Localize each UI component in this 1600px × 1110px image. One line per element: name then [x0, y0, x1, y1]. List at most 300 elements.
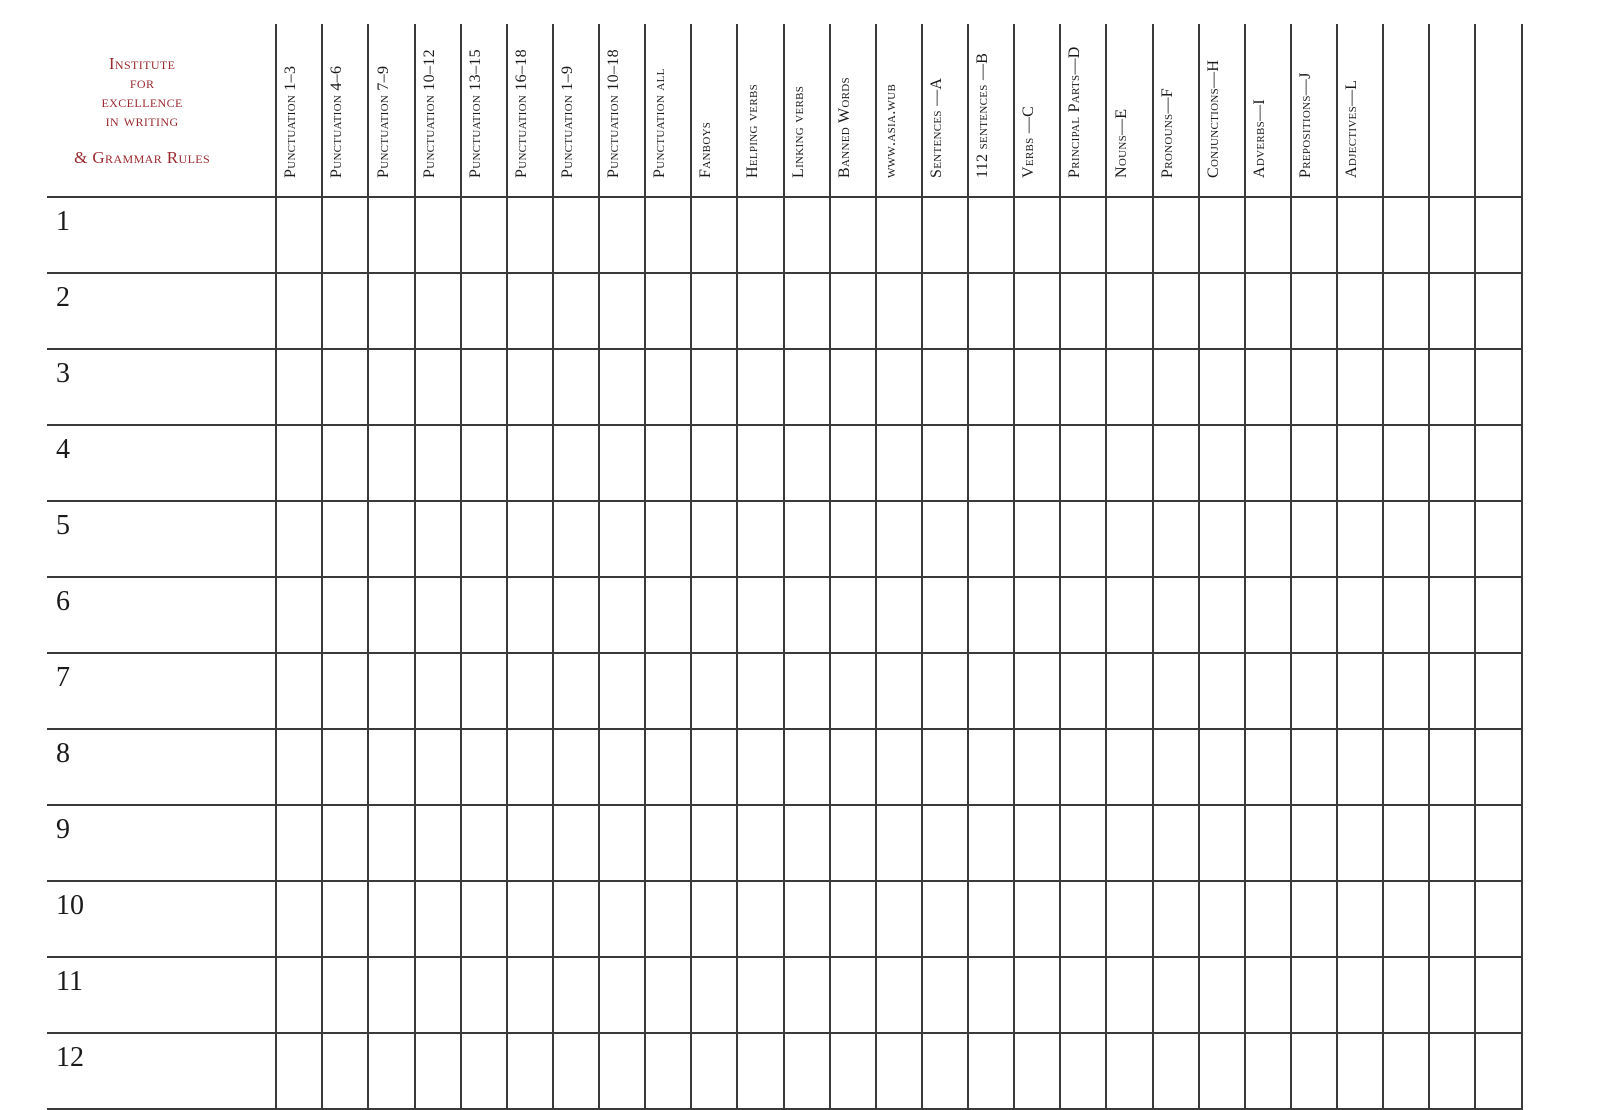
- check-cell[interactable]: [1291, 577, 1337, 653]
- check-cell[interactable]: [507, 501, 553, 577]
- check-cell[interactable]: [737, 501, 783, 577]
- check-cell[interactable]: [507, 653, 553, 729]
- check-cell[interactable]: [1060, 881, 1106, 957]
- check-cell[interactable]: [1337, 729, 1383, 805]
- check-cell[interactable]: [1199, 805, 1245, 881]
- check-cell[interactable]: [1291, 425, 1337, 501]
- check-cell[interactable]: [461, 197, 507, 273]
- check-cell[interactable]: [1245, 881, 1291, 957]
- check-cell[interactable]: [1199, 957, 1245, 1033]
- check-cell[interactable]: [322, 577, 368, 653]
- check-cell[interactable]: [645, 729, 691, 805]
- check-cell[interactable]: [553, 1033, 599, 1109]
- check-cell[interactable]: [968, 881, 1014, 957]
- check-cell[interactable]: [645, 501, 691, 577]
- check-cell[interactable]: [1291, 501, 1337, 577]
- check-cell[interactable]: [691, 957, 737, 1033]
- check-cell[interactable]: [599, 805, 645, 881]
- check-cell[interactable]: [1153, 501, 1199, 577]
- check-cell[interactable]: [322, 957, 368, 1033]
- check-cell[interactable]: [553, 881, 599, 957]
- check-cell[interactable]: [276, 425, 322, 501]
- check-cell[interactable]: [645, 1033, 691, 1109]
- check-cell[interactable]: [415, 1033, 461, 1109]
- check-cell[interactable]: [368, 1033, 414, 1109]
- check-cell[interactable]: [507, 577, 553, 653]
- check-cell[interactable]: [368, 197, 414, 273]
- check-cell[interactable]: [876, 653, 922, 729]
- check-cell[interactable]: [922, 501, 968, 577]
- check-cell[interactable]: [553, 197, 599, 273]
- check-cell[interactable]: [599, 425, 645, 501]
- check-cell[interactable]: [322, 273, 368, 349]
- check-cell[interactable]: [1106, 425, 1152, 501]
- check-cell[interactable]: [322, 653, 368, 729]
- check-cell[interactable]: [507, 273, 553, 349]
- check-cell[interactable]: [507, 805, 553, 881]
- check-cell[interactable]: [368, 425, 414, 501]
- check-cell[interactable]: [553, 501, 599, 577]
- check-cell[interactable]: [968, 349, 1014, 425]
- check-cell[interactable]: [1291, 1033, 1337, 1109]
- check-cell[interactable]: [1245, 349, 1291, 425]
- check-cell[interactable]: [461, 501, 507, 577]
- check-cell[interactable]: [1245, 273, 1291, 349]
- check-cell[interactable]: [1429, 805, 1475, 881]
- check-cell[interactable]: [1014, 577, 1060, 653]
- check-cell[interactable]: [368, 729, 414, 805]
- check-cell[interactable]: [968, 273, 1014, 349]
- check-cell[interactable]: [876, 957, 922, 1033]
- check-cell[interactable]: [645, 805, 691, 881]
- check-cell[interactable]: [461, 273, 507, 349]
- check-cell[interactable]: [691, 425, 737, 501]
- check-cell[interactable]: [322, 881, 368, 957]
- check-cell[interactable]: [876, 273, 922, 349]
- check-cell[interactable]: [1383, 653, 1429, 729]
- check-cell[interactable]: [1337, 577, 1383, 653]
- check-cell[interactable]: [368, 957, 414, 1033]
- check-cell[interactable]: [1014, 425, 1060, 501]
- check-cell[interactable]: [1014, 349, 1060, 425]
- check-cell[interactable]: [553, 805, 599, 881]
- check-cell[interactable]: [599, 197, 645, 273]
- check-cell[interactable]: [645, 273, 691, 349]
- check-cell[interactable]: [461, 577, 507, 653]
- check-cell[interactable]: [876, 1033, 922, 1109]
- check-cell[interactable]: [968, 805, 1014, 881]
- check-cell[interactable]: [1475, 957, 1522, 1033]
- check-cell[interactable]: [599, 957, 645, 1033]
- check-cell[interactable]: [461, 881, 507, 957]
- check-cell[interactable]: [876, 197, 922, 273]
- check-cell[interactable]: [322, 349, 368, 425]
- check-cell[interactable]: [1153, 425, 1199, 501]
- check-cell[interactable]: [737, 1033, 783, 1109]
- check-cell[interactable]: [415, 729, 461, 805]
- check-cell[interactable]: [1291, 653, 1337, 729]
- check-cell[interactable]: [1014, 273, 1060, 349]
- check-cell[interactable]: [1060, 805, 1106, 881]
- check-cell[interactable]: [1153, 805, 1199, 881]
- check-cell[interactable]: [922, 197, 968, 273]
- check-cell[interactable]: [830, 501, 876, 577]
- check-cell[interactable]: [645, 957, 691, 1033]
- check-cell[interactable]: [1014, 957, 1060, 1033]
- check-cell[interactable]: [1014, 881, 1060, 957]
- check-cell[interactable]: [691, 273, 737, 349]
- check-cell[interactable]: [968, 1033, 1014, 1109]
- check-cell[interactable]: [784, 501, 830, 577]
- check-cell[interactable]: [1429, 425, 1475, 501]
- check-cell[interactable]: [599, 881, 645, 957]
- check-cell[interactable]: [1153, 577, 1199, 653]
- check-cell[interactable]: [276, 957, 322, 1033]
- check-cell[interactable]: [1106, 881, 1152, 957]
- check-cell[interactable]: [784, 653, 830, 729]
- check-cell[interactable]: [922, 805, 968, 881]
- check-cell[interactable]: [691, 805, 737, 881]
- check-cell[interactable]: [415, 653, 461, 729]
- check-cell[interactable]: [322, 197, 368, 273]
- check-cell[interactable]: [968, 957, 1014, 1033]
- check-cell[interactable]: [415, 577, 461, 653]
- check-cell[interactable]: [322, 501, 368, 577]
- check-cell[interactable]: [415, 197, 461, 273]
- check-cell[interactable]: [1060, 501, 1106, 577]
- check-cell[interactable]: [276, 577, 322, 653]
- check-cell[interactable]: [691, 501, 737, 577]
- check-cell[interactable]: [1106, 197, 1152, 273]
- check-cell[interactable]: [830, 577, 876, 653]
- check-cell[interactable]: [1014, 729, 1060, 805]
- check-cell[interactable]: [553, 425, 599, 501]
- check-cell[interactable]: [553, 349, 599, 425]
- check-cell[interactable]: [1475, 881, 1522, 957]
- check-cell[interactable]: [830, 349, 876, 425]
- check-cell[interactable]: [276, 881, 322, 957]
- check-cell[interactable]: [1291, 729, 1337, 805]
- check-cell[interactable]: [737, 577, 783, 653]
- check-cell[interactable]: [599, 1033, 645, 1109]
- check-cell[interactable]: [368, 273, 414, 349]
- check-cell[interactable]: [1383, 1033, 1429, 1109]
- check-cell[interactable]: [1153, 197, 1199, 273]
- check-cell[interactable]: [922, 273, 968, 349]
- check-cell[interactable]: [876, 577, 922, 653]
- check-cell[interactable]: [599, 577, 645, 653]
- check-cell[interactable]: [599, 653, 645, 729]
- check-cell[interactable]: [1429, 273, 1475, 349]
- check-cell[interactable]: [922, 425, 968, 501]
- check-cell[interactable]: [322, 425, 368, 501]
- check-cell[interactable]: [1475, 729, 1522, 805]
- check-cell[interactable]: [507, 1033, 553, 1109]
- check-cell[interactable]: [876, 881, 922, 957]
- check-cell[interactable]: [691, 1033, 737, 1109]
- check-cell[interactable]: [1060, 273, 1106, 349]
- check-cell[interactable]: [691, 881, 737, 957]
- check-cell[interactable]: [322, 1033, 368, 1109]
- check-cell[interactable]: [737, 349, 783, 425]
- check-cell[interactable]: [1106, 273, 1152, 349]
- check-cell[interactable]: [1337, 881, 1383, 957]
- check-cell[interactable]: [876, 425, 922, 501]
- check-cell[interactable]: [1337, 501, 1383, 577]
- check-cell[interactable]: [1153, 653, 1199, 729]
- check-cell[interactable]: [599, 349, 645, 425]
- check-cell[interactable]: [968, 197, 1014, 273]
- check-cell[interactable]: [1291, 881, 1337, 957]
- check-cell[interactable]: [1429, 729, 1475, 805]
- check-cell[interactable]: [1106, 1033, 1152, 1109]
- check-cell[interactable]: [784, 1033, 830, 1109]
- check-cell[interactable]: [1475, 653, 1522, 729]
- check-cell[interactable]: [737, 653, 783, 729]
- check-cell[interactable]: [415, 349, 461, 425]
- check-cell[interactable]: [691, 197, 737, 273]
- check-cell[interactable]: [1475, 273, 1522, 349]
- check-cell[interactable]: [1429, 197, 1475, 273]
- check-cell[interactable]: [461, 653, 507, 729]
- check-cell[interactable]: [1153, 881, 1199, 957]
- check-cell[interactable]: [1106, 501, 1152, 577]
- check-cell[interactable]: [737, 957, 783, 1033]
- check-cell[interactable]: [507, 425, 553, 501]
- check-cell[interactable]: [1383, 197, 1429, 273]
- check-cell[interactable]: [1337, 805, 1383, 881]
- check-cell[interactable]: [1475, 805, 1522, 881]
- check-cell[interactable]: [922, 881, 968, 957]
- check-cell[interactable]: [968, 425, 1014, 501]
- check-cell[interactable]: [691, 653, 737, 729]
- check-cell[interactable]: [1199, 653, 1245, 729]
- check-cell[interactable]: [1014, 805, 1060, 881]
- check-cell[interactable]: [1245, 425, 1291, 501]
- check-cell[interactable]: [1245, 197, 1291, 273]
- check-cell[interactable]: [1291, 273, 1337, 349]
- check-cell[interactable]: [1014, 653, 1060, 729]
- check-cell[interactable]: [737, 805, 783, 881]
- check-cell[interactable]: [1429, 1033, 1475, 1109]
- check-cell[interactable]: [461, 425, 507, 501]
- check-cell[interactable]: [1475, 1033, 1522, 1109]
- check-cell[interactable]: [1245, 1033, 1291, 1109]
- check-cell[interactable]: [322, 729, 368, 805]
- check-cell[interactable]: [1060, 653, 1106, 729]
- check-cell[interactable]: [1199, 729, 1245, 805]
- check-cell[interactable]: [1337, 349, 1383, 425]
- check-cell[interactable]: [415, 425, 461, 501]
- check-cell[interactable]: [876, 501, 922, 577]
- check-cell[interactable]: [1475, 501, 1522, 577]
- check-cell[interactable]: [1199, 349, 1245, 425]
- check-cell[interactable]: [276, 501, 322, 577]
- check-cell[interactable]: [1337, 1033, 1383, 1109]
- check-cell[interactable]: [737, 881, 783, 957]
- check-cell[interactable]: [1199, 425, 1245, 501]
- check-cell[interactable]: [922, 653, 968, 729]
- check-cell[interactable]: [1106, 653, 1152, 729]
- check-cell[interactable]: [1106, 577, 1152, 653]
- check-cell[interactable]: [784, 729, 830, 805]
- check-cell[interactable]: [784, 273, 830, 349]
- check-cell[interactable]: [368, 805, 414, 881]
- check-cell[interactable]: [507, 729, 553, 805]
- check-cell[interactable]: [1199, 577, 1245, 653]
- check-cell[interactable]: [553, 957, 599, 1033]
- check-cell[interactable]: [599, 273, 645, 349]
- check-cell[interactable]: [1106, 957, 1152, 1033]
- check-cell[interactable]: [1475, 349, 1522, 425]
- check-cell[interactable]: [645, 197, 691, 273]
- check-cell[interactable]: [922, 349, 968, 425]
- check-cell[interactable]: [553, 729, 599, 805]
- check-cell[interactable]: [1429, 349, 1475, 425]
- check-cell[interactable]: [922, 729, 968, 805]
- check-cell[interactable]: [507, 197, 553, 273]
- check-cell[interactable]: [830, 197, 876, 273]
- check-cell[interactable]: [461, 729, 507, 805]
- check-cell[interactable]: [645, 881, 691, 957]
- check-cell[interactable]: [691, 349, 737, 425]
- check-cell[interactable]: [553, 577, 599, 653]
- check-cell[interactable]: [1245, 501, 1291, 577]
- check-cell[interactable]: [1060, 1033, 1106, 1109]
- check-cell[interactable]: [737, 425, 783, 501]
- check-cell[interactable]: [507, 349, 553, 425]
- check-cell[interactable]: [599, 729, 645, 805]
- check-cell[interactable]: [1383, 349, 1429, 425]
- check-cell[interactable]: [784, 957, 830, 1033]
- check-cell[interactable]: [784, 425, 830, 501]
- check-cell[interactable]: [830, 957, 876, 1033]
- check-cell[interactable]: [1106, 349, 1152, 425]
- check-cell[interactable]: [553, 273, 599, 349]
- check-cell[interactable]: [1060, 349, 1106, 425]
- check-cell[interactable]: [784, 881, 830, 957]
- check-cell[interactable]: [1383, 425, 1429, 501]
- check-cell[interactable]: [1383, 805, 1429, 881]
- check-cell[interactable]: [461, 957, 507, 1033]
- check-cell[interactable]: [1060, 577, 1106, 653]
- check-cell[interactable]: [1199, 273, 1245, 349]
- check-cell[interactable]: [276, 653, 322, 729]
- check-cell[interactable]: [1199, 501, 1245, 577]
- check-cell[interactable]: [1245, 729, 1291, 805]
- check-cell[interactable]: [830, 729, 876, 805]
- check-cell[interactable]: [1245, 805, 1291, 881]
- check-cell[interactable]: [1153, 729, 1199, 805]
- check-cell[interactable]: [830, 273, 876, 349]
- check-cell[interactable]: [784, 197, 830, 273]
- check-cell[interactable]: [1429, 653, 1475, 729]
- check-cell[interactable]: [276, 197, 322, 273]
- check-cell[interactable]: [691, 729, 737, 805]
- check-cell[interactable]: [830, 653, 876, 729]
- check-cell[interactable]: [691, 577, 737, 653]
- check-cell[interactable]: [1291, 197, 1337, 273]
- check-cell[interactable]: [1199, 1033, 1245, 1109]
- check-cell[interactable]: [415, 273, 461, 349]
- check-cell[interactable]: [1245, 957, 1291, 1033]
- check-cell[interactable]: [1153, 349, 1199, 425]
- check-cell[interactable]: [1060, 425, 1106, 501]
- check-cell[interactable]: [1199, 881, 1245, 957]
- check-cell[interactable]: [1014, 197, 1060, 273]
- check-cell[interactable]: [415, 957, 461, 1033]
- check-cell[interactable]: [553, 653, 599, 729]
- check-cell[interactable]: [645, 653, 691, 729]
- check-cell[interactable]: [368, 349, 414, 425]
- check-cell[interactable]: [922, 957, 968, 1033]
- check-cell[interactable]: [968, 729, 1014, 805]
- check-cell[interactable]: [1429, 957, 1475, 1033]
- check-cell[interactable]: [368, 577, 414, 653]
- check-cell[interactable]: [415, 501, 461, 577]
- check-cell[interactable]: [830, 805, 876, 881]
- check-cell[interactable]: [1429, 881, 1475, 957]
- check-cell[interactable]: [1475, 197, 1522, 273]
- check-cell[interactable]: [737, 273, 783, 349]
- check-cell[interactable]: [599, 501, 645, 577]
- check-cell[interactable]: [1245, 577, 1291, 653]
- check-cell[interactable]: [1383, 577, 1429, 653]
- check-cell[interactable]: [507, 957, 553, 1033]
- check-cell[interactable]: [1153, 957, 1199, 1033]
- check-cell[interactable]: [1060, 197, 1106, 273]
- check-cell[interactable]: [276, 729, 322, 805]
- check-cell[interactable]: [1153, 273, 1199, 349]
- check-cell[interactable]: [784, 349, 830, 425]
- check-cell[interactable]: [737, 729, 783, 805]
- check-cell[interactable]: [1199, 197, 1245, 273]
- check-cell[interactable]: [645, 349, 691, 425]
- check-cell[interactable]: [461, 349, 507, 425]
- check-cell[interactable]: [1014, 501, 1060, 577]
- check-cell[interactable]: [461, 805, 507, 881]
- check-cell[interactable]: [1337, 957, 1383, 1033]
- check-cell[interactable]: [1337, 197, 1383, 273]
- check-cell[interactable]: [1060, 729, 1106, 805]
- check-cell[interactable]: [876, 349, 922, 425]
- check-cell[interactable]: [1383, 881, 1429, 957]
- check-cell[interactable]: [1106, 805, 1152, 881]
- check-cell[interactable]: [415, 881, 461, 957]
- check-cell[interactable]: [368, 501, 414, 577]
- check-cell[interactable]: [876, 805, 922, 881]
- check-cell[interactable]: [1383, 729, 1429, 805]
- check-cell[interactable]: [276, 1033, 322, 1109]
- check-cell[interactable]: [968, 501, 1014, 577]
- check-cell[interactable]: [1383, 957, 1429, 1033]
- check-cell[interactable]: [276, 273, 322, 349]
- check-cell[interactable]: [876, 729, 922, 805]
- check-cell[interactable]: [1337, 273, 1383, 349]
- check-cell[interactable]: [922, 577, 968, 653]
- check-cell[interactable]: [1429, 501, 1475, 577]
- check-cell[interactable]: [784, 577, 830, 653]
- check-cell[interactable]: [1014, 1033, 1060, 1109]
- check-cell[interactable]: [1291, 349, 1337, 425]
- check-cell[interactable]: [784, 805, 830, 881]
- check-cell[interactable]: [276, 805, 322, 881]
- check-cell[interactable]: [1060, 957, 1106, 1033]
- check-cell[interactable]: [830, 881, 876, 957]
- check-cell[interactable]: [830, 1033, 876, 1109]
- check-cell[interactable]: [968, 577, 1014, 653]
- check-cell[interactable]: [922, 1033, 968, 1109]
